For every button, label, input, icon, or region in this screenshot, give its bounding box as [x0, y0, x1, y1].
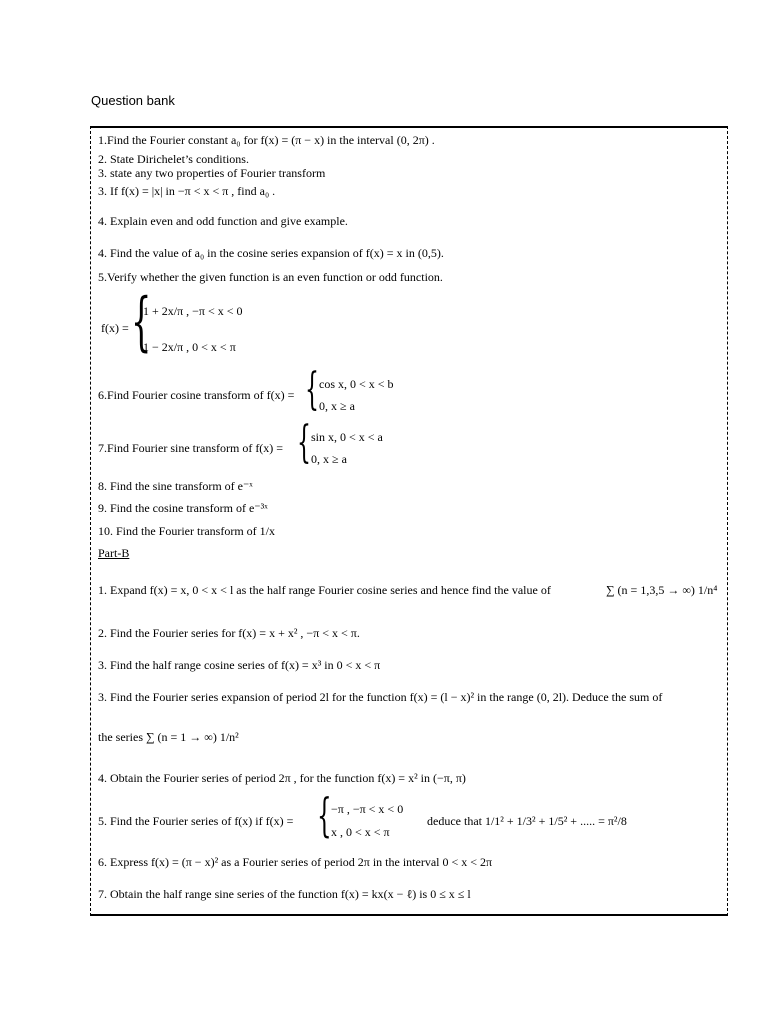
part-b-q3b: 3. Find the Fourier series expansion of period 2l for the function f(x) = (l − x)² in the range (0, 2l). Deduce the sum of	[98, 690, 663, 704]
part-a-q6: 6.Find Fourier cosine transform of f(x) =	[98, 388, 295, 402]
part-a-q8: 8. Find the sine transform of e⁻ˣ	[98, 479, 253, 493]
part-a-q3b: 3. If f(x) = |x| in −π < x < π , find a₀ .	[98, 184, 276, 198]
part-b-q3b-cont: the series ∑ (n = 1 → ∞) 1/n²	[98, 730, 239, 744]
part-a-q4a: 4. Explain even and odd function and give example.	[98, 214, 348, 228]
part-b-q5-case1: −π , −π < x < 0	[331, 802, 404, 816]
part-b-q6: 6. Express f(x) = (π − x)² as a Fourier series of period 2π in the interval 0 < x < 2π	[98, 855, 493, 869]
page-title: Question bank	[91, 93, 175, 108]
part-a-q6-case2: 0, x ≥ a	[319, 399, 355, 413]
brace-icon: {	[305, 364, 319, 415]
part-a-q7-case1: sin x, 0 < x < a	[311, 430, 383, 444]
part-a-q10: 10. Find the Fourier transform of 1/x	[98, 524, 275, 538]
part-a-q5: 5.Verify whether the given function is an even function or odd function.	[98, 270, 443, 284]
part-b-q5: 5. Find the Fourier series of f(x) if f(x) =	[98, 814, 294, 828]
brace-icon: {	[131, 285, 152, 359]
part-b-q3a: 3. Find the half range cosine series of f(x) = x³ in 0 < x < π	[98, 658, 381, 672]
part-a-q1: 1.Find the Fourier constant a₀ for f(x) = (π − x) in the interval (0, 2π) .	[98, 133, 435, 147]
part-b-q5-case2: x , 0 < x < π	[331, 825, 390, 839]
part-a-q7: 7.Find Fourier sine transform of f(x) =	[98, 441, 284, 455]
question-box	[90, 126, 728, 916]
part-a-q9: 9. Find the cosine transform of e⁻³ˣ	[98, 501, 268, 515]
part-a-q5-fx: f(x) =	[101, 321, 129, 335]
part-a-q6-case1: cos x, 0 < x < b	[319, 377, 394, 391]
part-a-q5-case2: 1 − 2x/π , 0 < x < π	[143, 340, 236, 354]
part-a-q2: 2. State Dirichelet’s conditions.	[98, 152, 249, 166]
part-b-q2: 2. Find the Fourier series for f(x) = x + x² , −π < x < π.	[98, 626, 360, 640]
part-a-q3a: 3. state any two properties of Fourier transform	[98, 166, 326, 180]
part-b-q7: 7. Obtain the half range sine series of the function f(x) = kx(x − ℓ) is 0 ≤ x ≤ l	[98, 887, 471, 901]
part-b-q1: 1. Expand f(x) = x, 0 < x < l as the half range Fourier cosine series and hence find the value of	[98, 583, 551, 597]
part-b-q5-deduce: deduce that 1/1² + 1/3² + 1/5² + ..... = π²/8	[427, 814, 627, 828]
part-a-q4b: 4. Find the value of a₀ in the cosine series expansion of f(x) = x in (0,5).	[98, 246, 444, 260]
brace-icon: {	[297, 417, 311, 468]
part-b-q4: 4. Obtain the Fourier series of period 2π , for the function f(x) = x² in (−π, π)	[98, 771, 466, 785]
brace-icon: {	[317, 788, 332, 842]
part-a-q7-case2: 0, x ≥ a	[311, 452, 347, 466]
part-b-heading: Part-B	[98, 546, 130, 560]
part-b-q1-sum: ∑ (n = 1,3,5 → ∞) 1/n⁴	[606, 583, 718, 597]
part-a-q5-case1: 1 + 2x/π , −π < x < 0	[143, 304, 243, 318]
